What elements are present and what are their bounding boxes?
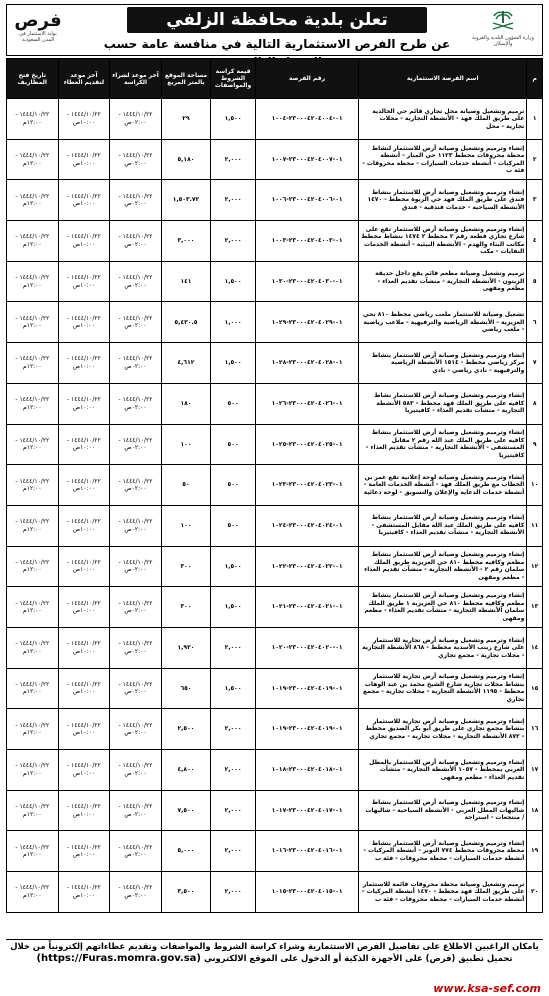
row-site-area: ١٠٠ — [161, 505, 210, 546]
table-row — [7, 709, 543, 750]
row-buy-deadline: ١٤٤٤/١٠/٢٢ - ٠٢:٠٠ص — [110, 343, 162, 384]
row-opportunity-name: إنشاء وترميم وتشغيل وصيانة أرض للاستثمار بنشاط فندق على طريق الملك فهد حي الربوة مخطط - ١٤٧٠ الأنشطة السياحية - خدمات فندقية - فندق — [359, 180, 527, 221]
row-buy-deadline: ١٤٤٤/١٠/٢٢ - ٠٢:٠٠ص — [110, 465, 162, 506]
col-header-id: رقم الفرصة — [255, 59, 358, 99]
row-opportunity-id: ٠١-٢٣٠٠٠٤٢٠٤٠٠٤-١٠٠٤ — [255, 99, 358, 140]
row-index: ٣ — [527, 180, 543, 221]
table-row — [7, 587, 543, 628]
row-submit-deadline: ١٤٤٤/١٠/٢٢ - ١٠:٠٠ص — [58, 180, 110, 221]
row-booklet-fee: ١,٥٠٠ — [211, 99, 256, 140]
row-opportunity-id: ٠١-٢٣٠٠٠٤٢٠٤٠٠٧-١٠٠٧ — [255, 139, 358, 180]
table-row — [7, 221, 543, 262]
row-submit-deadline: ١٤٤٤/١٠/٢٢ - ١٠:٠٠ص — [58, 465, 110, 506]
ad-header — [6, 4, 543, 56]
row-submit-deadline: ١٤٤٤/١٠/٢٢ - ١٠:٠٠ص — [58, 790, 110, 831]
row-index: ١١ — [527, 505, 543, 546]
table-header-row — [7, 59, 543, 99]
palm-swords-icon — [472, 9, 534, 35]
row-submit-deadline: ١٤٤٤/١٠/٢٢ - ١٠:٠٠ص — [58, 587, 110, 628]
source-watermark: www.ksa-sef.com — [433, 982, 541, 995]
row-booklet-fee: ٢,٠٠٠ — [211, 750, 256, 791]
row-site-area: ٣٠٠ — [161, 546, 210, 587]
row-opening-date: ١٤٤٤/١٠/٢٢ - ١٢:٠٠م — [7, 790, 59, 831]
row-booklet-fee: ٥٠٠ — [211, 465, 256, 506]
col-header-fee: قيمة كراسة الشروط والمواصفات — [211, 59, 256, 99]
col-header-submit-deadline: آخر موعد لتقديم العطاء — [58, 59, 110, 99]
row-opportunity-name: إنشاء وترميم وتشغيل وصيانة أرض للاستثمار بنشاط محطة محروقات مخطط ٧٧٤ التوبر - أنشطة المركبات - أنشطة خدمات السيارات - محطة محروقات - فئة ب — [359, 831, 527, 872]
table-row — [7, 465, 543, 506]
row-opening-date: ١٤٤٤/١٠/٢٢ - ١٢:٠٠م — [7, 546, 59, 587]
row-index: ٥ — [527, 261, 543, 302]
row-opportunity-name: إنشاء وترميم وتشغيل وصيانة أرض للاستثمار بنشاط مطعم وكافيه مخطط ٨١٠ حي العزيزية ١ طريق الملك سلمان الأنشطة التجارية - منشآت تقديم الغذاء - مطعم ومقهى — [359, 587, 527, 628]
row-opportunity-id: ٠١-٢٣٠٠٠٤٢٠٤٠١٦-١٠١٦ — [255, 831, 358, 872]
row-opportunity-id: ٠١-٢٣٠٠٠٤٢٠٤٠٢٣-١٠٢٣ — [255, 465, 358, 506]
row-site-area: ٦٥٠ — [161, 668, 210, 709]
row-booklet-fee: ١,٥٠٠ — [211, 261, 256, 302]
table-row — [7, 424, 543, 465]
row-site-area: ١٨٠ — [161, 383, 210, 424]
row-booklet-fee: ٢,٠٠٠ — [211, 180, 256, 221]
row-booklet-fee: ٢,٠٠٠ — [211, 872, 256, 913]
col-header-opening-date: تاريخ فتح المظاريف — [7, 59, 59, 99]
table-row — [7, 383, 543, 424]
table-row — [7, 872, 543, 913]
ministry-name: وزارة الشؤون البلدية والقروية والإسكان — [472, 35, 534, 47]
row-opening-date: ١٤٤٤/١٠/٢٢ - ١٢:٠٠م — [7, 587, 59, 628]
row-opportunity-id: ٠١-٢٣٠٠٠٤٢٠٤٠٠٦-١٠٠٦ — [255, 180, 358, 221]
row-index: ١٥ — [527, 668, 543, 709]
row-site-area: ١٤١ — [161, 261, 210, 302]
row-opening-date: ١٤٤٤/١٠/٢٢ - ١٢:٠٠م — [7, 505, 59, 546]
row-site-area: ٥٠ — [161, 465, 210, 506]
row-index: ١٧ — [527, 750, 543, 791]
row-booklet-fee: ٥٠٠ — [211, 383, 256, 424]
row-submit-deadline: ١٤٤٤/١٠/٢٢ - ١٠:٠٠ص — [58, 668, 110, 709]
row-opening-date: ١٤٤٤/١٠/٢٢ - ١٢:٠٠م — [7, 261, 59, 302]
row-booklet-fee: ٢,٠٠٠ — [211, 790, 256, 831]
row-opportunity-name: إنشاء وترميم وتشغيل وصيانة لوحة إعلانية تقع عمر بن الخطاب مع طريق الملك فهد - أنشطة الخدمات العامة - أنشطة خدمات الدعاية والإعلان والتسويق - لوحة دعائية — [359, 465, 527, 506]
row-site-area: ٣,٥٠٠ — [161, 872, 210, 913]
row-submit-deadline: ١٤٤٤/١٠/٢٢ - ١٠:٠٠ص — [58, 546, 110, 587]
row-buy-deadline: ١٤٤٤/١٠/٢٢ - ٠٢:٠٠ص — [110, 221, 162, 262]
row-opportunity-id: ٠١-٢٣٠٠٠٤٢٠٤٠٢٥-١٠٢٥ — [255, 424, 358, 465]
row-submit-deadline: ١٤٤٤/١٠/٢٢ - ١٠:٠٠ص — [58, 505, 110, 546]
row-submit-deadline: ١٤٤٤/١٠/٢٢ - ١٠:٠٠ص — [58, 261, 110, 302]
row-opportunity-id: ٠١-٢٣٠٠٠٤٢٠٤٠١٨-١٠١٨ — [255, 750, 358, 791]
ad-title: تعلن بلدية محافظة الزلفي — [127, 7, 427, 33]
furas-brand: فرص — [14, 10, 62, 31]
row-index: ٨ — [527, 383, 543, 424]
ad-footer — [6, 939, 543, 978]
row-opportunity-name: إنشاء وترميم وتشغيل وصيانة أرض للاستثمار بنشاط مطعم وكافيه مخطط ٨١٠ حي العزيزية طريق الملك سلمان رقم ٢ - الأنشطة التجارية - منشآت تقديم الغذاء - مطعم ومقهى — [359, 546, 527, 587]
row-index: ٤ — [527, 221, 543, 262]
row-booklet-fee: ١,٥٠٠ — [211, 668, 256, 709]
row-opportunity-name: تشغيل وصيانة للاستثمار ملعب رياضي مخطط ٨١٠ بحي العزيزية - الأنشطة الرياضية والترفيهية - ملاعب رياضية - ملعب رياضي — [359, 302, 527, 343]
row-opportunity-id: ٠١-٢٣٠٠٠٤٢٠٤٠٢١-١٠٢١ — [255, 587, 358, 628]
row-opportunity-name: إنشاء وترميم وتشغيل وصيانة أرض تجارية للاستثمار على شارع زينب الأسدية مخطط - ٨٦٨ الأنشطة التجارية - محلات تجارية - مجمع تجاري — [359, 627, 527, 668]
ministry-logo — [472, 9, 534, 53]
row-buy-deadline: ١٤٤٤/١٠/٢٢ - ٠٢:٠٠ص — [110, 99, 162, 140]
row-site-area: ٣,٠٠٠ — [161, 221, 210, 262]
row-index: ١٨ — [527, 790, 543, 831]
table-row — [7, 546, 543, 587]
row-buy-deadline: ١٤٤٤/١٠/٢٢ - ٠٢:٠٠ص — [110, 587, 162, 628]
row-opportunity-name: إنشاء وترميم وتشغيل وصيانة أرض للاستثمار بنشاط شاليهات المطل الغربي - الأنشطة السياحية - شاليهات / منتجعات - استراحة — [359, 790, 527, 831]
row-buy-deadline: ١٤٤٤/١٠/٢٢ - ٠٢:٠٠ص — [110, 750, 162, 791]
row-opportunity-name: إنشاء وترميم وتشغيل وصيانة أرض للاستثمار تقع على شارع تجاري قطعة رقم ٢ مخطط ٢ ١٤٧٤ بنشاط مخطط مكاتب البناء والهدم - الأنشطة البيئية - أنشطة الخدمات النفايات - مكب — [359, 221, 527, 262]
row-submit-deadline: ١٤٤٤/١٠/٢٢ - ١٠:٠٠ص — [58, 872, 110, 913]
row-site-area: ٥,٠٠٠ — [161, 831, 210, 872]
table-row — [7, 790, 543, 831]
row-site-area: ١,٥٠٣.٧٢ — [161, 180, 210, 221]
row-opportunity-name: إنشاء وترميم وتشغيل وصيانة أرض تجارية للاستثمار بنشاط مجمع تجاري على طريق أبو بكر الصديق مخطط - ٨٧٢ الأنشطة التجارية - محلات تجارية - مجمع تجاري — [359, 709, 527, 750]
row-opportunity-id: ٠١-٢٣٠٠٠٤٢٠٤٠٢٨-١٠٢٨ — [255, 343, 358, 384]
row-submit-deadline: ١٤٤٤/١٠/٢٢ - ١٠:٠٠ص — [58, 302, 110, 343]
footer-line-2: تحميل تطبيق (فرص) على الأجهزة الذكية أو الدخول على الموقع الالكتروني — [203, 953, 513, 963]
row-buy-deadline: ١٤٤٤/١٠/٢٢ - ٠٢:٠٠ص — [110, 505, 162, 546]
row-buy-deadline: ١٤٤٤/١٠/٢٢ - ٠٢:٠٠ص — [110, 424, 162, 465]
footer-line-1: يامكان الراغبين الاطلاع على تفاصيل الفرص الاستثمارية وشراء كراسة الشروط والمواصفات وتقديم عطاءاتهم إلكترونياً من خلال — [10, 941, 539, 951]
row-buy-deadline: ١٤٤٤/١٠/٢٢ - ٠٢:٠٠ص — [110, 139, 162, 180]
furas-brand-sub: بوابة الاستثمار في المدن السعودية — [19, 31, 57, 43]
row-booklet-fee: ١,٠٠٠ — [211, 302, 256, 343]
row-buy-deadline: ١٤٤٤/١٠/٢٢ - ٠٢:٠٠ص — [110, 668, 162, 709]
col-header-name: اسم الفرصة الاستثمارية — [359, 59, 527, 99]
row-site-area: ١٠٠ — [161, 424, 210, 465]
row-index: ٢٠ — [527, 872, 543, 913]
row-buy-deadline: ١٤٤٤/١٠/٢٢ - ٠٢:٠٠ص — [110, 180, 162, 221]
row-submit-deadline: ١٤٤٤/١٠/٢٢ - ١٠:٠٠ص — [58, 383, 110, 424]
row-index: ٦ — [527, 302, 543, 343]
opportunities-table — [6, 58, 543, 913]
table-row — [7, 343, 543, 384]
row-opportunity-name: ترميم وتشغيل وصيانة محل تجاري قائم حي الخالدية على طريق الملك فهد - الأنشطة التجارية - محلات تجارية - محل — [359, 99, 527, 140]
row-opportunity-id: ٠١-٢٣٠٠٠٤٢٠٤٠١٧-١٠١٧ — [255, 790, 358, 831]
row-submit-deadline: ١٤٤٤/١٠/٢٢ - ١٠:٠٠ص — [58, 709, 110, 750]
row-buy-deadline: ١٤٤٤/١٠/٢٢ - ٠٢:٠٠ص — [110, 627, 162, 668]
col-header-index: م — [527, 59, 543, 99]
furas-logo — [15, 11, 61, 51]
row-index: ١ — [527, 99, 543, 140]
table-row — [7, 627, 543, 668]
row-booklet-fee: ١,٥٠٠ — [211, 546, 256, 587]
row-index: ١٠ — [527, 465, 543, 506]
row-opening-date: ١٤٤٤/١٠/٢٢ - ١٢:٠٠م — [7, 831, 59, 872]
row-index: ١٢ — [527, 546, 543, 587]
row-site-area: ٢,٥٠٠ — [161, 709, 210, 750]
row-opportunity-name: إنشاء وترميم وتشغيل وصيانة أرض تجارية للاستثمار بنشاط محلات تجارية شارع الشيخ محمد بن عبد الوهاب مخطط - ١١٩٥ الأنشطة التجارية - محلات تجارية - مجمع تجاري — [359, 668, 527, 709]
row-opportunity-name: إنشاء وترميم وتشغيل وصيانة أرض للاستثمار بنشاط كافيه على طريق الملك عبد الله مقابل المستشفى - الأنشطة التجارية - منشآت تقديم الغذاء - كافيتيريا — [359, 505, 527, 546]
row-submit-deadline: ١٤٤٤/١٠/٢٢ - ١٠:٠٠ص — [58, 221, 110, 262]
row-site-area: ٧,٥٠٠ — [161, 790, 210, 831]
row-booklet-fee: ٢,٠٠٠ — [211, 221, 256, 262]
row-opportunity-id: ٠١-٢٣٠٠٠٤٢٠٤٠٣٠-١٠٣٠ — [255, 261, 358, 302]
row-submit-deadline: ١٤٤٤/١٠/٢٢ - ١٠:٠٠ص — [58, 99, 110, 140]
row-opening-date: ١٤٤٤/١٠/٢٢ - ١٢:٠٠م — [7, 99, 59, 140]
table-row — [7, 139, 543, 180]
row-buy-deadline: ١٤٤٤/١٠/٢٢ - ٠٢:٠٠ص — [110, 790, 162, 831]
table-row — [7, 302, 543, 343]
row-booklet-fee: ٢,٠٠٠ — [211, 627, 256, 668]
row-index: ٩ — [527, 424, 543, 465]
row-booklet-fee: ٢,٠٠٠ — [211, 139, 256, 180]
row-opportunity-name: إنشاء وترميم وتشغيل وصيانة أرض للاستثمار بالمطل الغربي بمخطط - ١٠٥٧ الأنشطة التجارية - منشآت تقديم الغذاء - مطعم ومقهى — [359, 750, 527, 791]
row-opportunity-name: إنشاء وترميم وتشغيل وصيانة أرض للاستثمار لنشاط محطة محروقات مخطط ١١٢٣ حي المنار - أنشطة المركبات - أنشطة خدمات السيارات - محطة محروقات - فئة ب — [359, 139, 527, 180]
row-index: ٧ — [527, 343, 543, 384]
row-opportunity-id: ٠١-٢٣٠٠٠٤٢٠٤٠٢٢-١٠٢٢ — [255, 546, 358, 587]
row-site-area: ٢٩ — [161, 99, 210, 140]
table-row — [7, 261, 543, 302]
table-row — [7, 99, 543, 140]
row-opening-date: ١٤٤٤/١٠/٢٢ - ١٢:٠٠م — [7, 139, 59, 180]
row-opportunity-id: ٠١-٢٣٠٠٠٤٢٠٤٠٢٠-١٠٢٠ — [255, 627, 358, 668]
row-submit-deadline: ١٤٤٤/١٠/٢٢ - ١٠:٠٠ص — [58, 424, 110, 465]
row-booklet-fee: ٢,٠٠٠ — [211, 831, 256, 872]
row-submit-deadline: ١٤٤٤/١٠/٢٢ - ١٠:٠٠ص — [58, 343, 110, 384]
row-opening-date: ١٤٤٤/١٠/٢٢ - ١٢:٠٠م — [7, 383, 59, 424]
row-opportunity-name: ترميم وتشغيل وصيانة مطعم قائم يقع داخل حديقة الزيتون - الأنشطة التجارية - منشآت تقديم الغذاء - مطعم ومقهى — [359, 261, 527, 302]
row-opening-date: ١٤٤٤/١٠/٢٢ - ١٢:٠٠م — [7, 627, 59, 668]
row-index: ١٦ — [527, 709, 543, 750]
row-opportunity-name: إنشاء وترميم وتشغيل وصيانة أرض للاستثمار بنشاط كافيه على طريق الملك عبد الله رقم ٢ مقابل المستشفى - الأنشطة التجارية - منشآت تقديم الغذاء - كافيتيريا — [359, 424, 527, 465]
row-index: ١٣ — [527, 587, 543, 628]
col-header-buy-deadline: آخر موعد لشراء الكراسة — [110, 59, 162, 99]
row-opening-date: ١٤٤٤/١٠/٢٢ - ١٢:٠٠م — [7, 872, 59, 913]
row-site-area: ١,٩٢٠ — [161, 627, 210, 668]
col-header-area: مساحة الموقع بالمتر المربع — [161, 59, 210, 99]
row-site-area: ٣٠٠ — [161, 587, 210, 628]
row-booklet-fee: ١,٥٠٠ — [211, 343, 256, 384]
row-index: ١٤ — [527, 627, 543, 668]
row-site-area: ٤,٦١٢ — [161, 343, 210, 384]
row-buy-deadline: ١٤٤٤/١٠/٢٢ - ٠٢:٠٠ص — [110, 383, 162, 424]
furas-url-link[interactable]: (https://Furas.momra.gov.sa) — [36, 953, 202, 964]
row-index: ٢ — [527, 139, 543, 180]
row-opportunity-id: ٠١-٢٣٠٠٠٤٢٠٤٠٢٦-١٠٢٦ — [255, 383, 358, 424]
table-row — [7, 831, 543, 872]
row-buy-deadline: ١٤٤٤/١٠/٢٢ - ٠٢:٠٠ص — [110, 261, 162, 302]
row-buy-deadline: ١٤٤٤/١٠/٢٢ - ٠٢:٠٠ص — [110, 302, 162, 343]
row-booklet-fee: ١,٥٠٠ — [211, 587, 256, 628]
row-opening-date: ١٤٤٤/١٠/٢٢ - ١٢:٠٠م — [7, 343, 59, 384]
row-buy-deadline: ١٤٤٤/١٠/٢٢ - ٠٢:٠٠ص — [110, 546, 162, 587]
row-opening-date: ١٤٤٤/١٠/٢٢ - ١٢:٠٠م — [7, 750, 59, 791]
row-buy-deadline: ١٤٤٤/١٠/٢٢ - ٠٢:٠٠ص — [110, 872, 162, 913]
table-row — [7, 505, 543, 546]
row-submit-deadline: ١٤٤٤/١٠/٢٢ - ١٠:٠٠ص — [58, 750, 110, 791]
row-opportunity-id: ٠١-٢٣٠٠٠٤٢٠٤٠٠٣-١٠٠٣ — [255, 221, 358, 262]
table-row — [7, 668, 543, 709]
row-index: ١٩ — [527, 831, 543, 872]
table-row — [7, 750, 543, 791]
row-opening-date: ١٤٤٤/١٠/٢٢ - ١٢:٠٠م — [7, 668, 59, 709]
row-booklet-fee: ٥٠٠ — [211, 424, 256, 465]
row-opening-date: ١٤٤٤/١٠/٢٢ - ١٢:٠٠م — [7, 424, 59, 465]
row-opening-date: ١٤٤٤/١٠/٢٢ - ١٢:٠٠م — [7, 221, 59, 262]
row-opening-date: ١٤٤٤/١٠/٢٢ - ١٢:٠٠م — [7, 465, 59, 506]
row-site-area: ٤,٨٠٠ — [161, 750, 210, 791]
row-opportunity-id: ٠١-٢٣٠٠٠٤٢٠٤٠٢٤-١٠٢٤ — [255, 505, 358, 546]
row-submit-deadline: ١٤٤٤/١٠/٢٢ - ١٠:٠٠ص — [58, 627, 110, 668]
row-opportunity-id: ٠١-٢٣٠٠٠٤٢٠٤٠١٥-١٠١٥ — [255, 872, 358, 913]
row-site-area: ٥,١٨٠ — [161, 139, 210, 180]
row-booklet-fee: ٥٠٠ — [211, 505, 256, 546]
row-submit-deadline: ١٤٤٤/١٠/٢٢ - ١٠:٠٠ص — [58, 831, 110, 872]
row-buy-deadline: ١٤٤٤/١٠/٢٢ - ٠٢:٠٠ص — [110, 831, 162, 872]
row-opportunity-name: إنشاء وترميم وتشغيل وصيانة أرض للاستثمار بنشاط مركز رياضي مخطط - ١٥١٤ الأنشطة الرياضية والترفيهية - نادي رياضي - نادي — [359, 343, 527, 384]
row-submit-deadline: ١٤٤٤/١٠/٢٢ - ١٠:٠٠ص — [58, 139, 110, 180]
row-opportunity-id: ٠١-٢٣٠٠٠٤٢٠٤٠١٩-١٠١٩ — [255, 709, 358, 750]
table-row — [7, 180, 543, 221]
row-opportunity-id: ٠١-٢٣٠٠٠٤٢٠٤٠٢٩-١٠٢٩ — [255, 302, 358, 343]
row-buy-deadline: ١٤٤٤/١٠/٢٢ - ٠٢:٠٠ص — [110, 709, 162, 750]
row-site-area: ٥,٤٣٠.٥ — [161, 302, 210, 343]
row-opportunity-name: إنشاء وترميم وتشغيل وصيانة أرض للاستثمار نشاط كافيه على طريق الملك فهد مخطط - ٥٨٣ الأنشطة التجارية - منشآت تقديم الغذاء - كافيتيريا — [359, 383, 527, 424]
row-opening-date: ١٤٤٤/١٠/٢٢ - ١٢:٠٠م — [7, 302, 59, 343]
row-opening-date: ١٤٤٤/١٠/٢٢ - ١٢:٠٠م — [7, 709, 59, 750]
row-booklet-fee: ٢,٠٠٠ — [211, 709, 256, 750]
row-opening-date: ١٤٤٤/١٠/٢٢ - ١٢:٠٠م — [7, 180, 59, 221]
row-opportunity-name: ترميم وتشغيل وصيانة محطة محروقات قائمة للاستثمار على طريق الملك فهد مخطط - ١٤٧٠ أنشطة المركبات - أنشطة خدمات السيارات - محطة محروقات - فئة ب — [359, 872, 527, 913]
ad-subtitle: عن طرح الفرص الاستثمارية التالية في منافسة عامة حسب — [103, 37, 451, 51]
row-opportunity-id: ٠١-٢٣٠٠٠٤٢٠٤٠١٩-١٠١٩ — [255, 668, 358, 709]
